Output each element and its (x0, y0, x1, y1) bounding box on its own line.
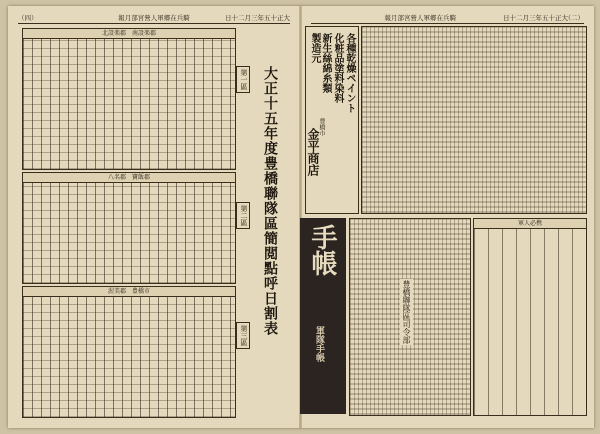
newspaper-sheet (8, 6, 594, 428)
table-1-heading: 北設楽郡 南設楽郡 (23, 29, 235, 39)
page-number: （四） (18, 14, 38, 22)
masthead: 報月部宮營人軍郷在兵騎 (118, 14, 190, 22)
lower-article-block (349, 218, 471, 416)
table-2-heading: 八名郡 寶飯郡 (23, 173, 235, 183)
banner-subtitle: 軍隊手帳 (314, 326, 324, 362)
left-page-header (18, 12, 290, 24)
ad-line-2: 化粧品塗料染料 (332, 33, 343, 103)
lower-table-heading: 軍人必携 (474, 219, 586, 229)
schedule-table-3 (22, 286, 236, 418)
left-page (8, 6, 300, 428)
shop-advertisement (305, 118, 329, 214)
masthead: 報月部宮營人軍郷在兵騎 (384, 14, 456, 22)
banner-title: 手帳 (307, 224, 337, 276)
middle-ad-text: 豊橋聯隊區司令部 (402, 280, 411, 344)
section-label-1: 第一區 (236, 66, 250, 93)
issue-date: 日十二月三年五十正大 (503, 14, 568, 22)
ad-line-3: 新生絲綿糸類 (320, 33, 331, 93)
ad-line-4: 製造元 (309, 33, 320, 63)
ad-line-1: 各種乾燥ペイント (344, 33, 355, 113)
page-number: （二） (564, 14, 584, 22)
table-3-heading: 渥美郡 豊橋市 (23, 287, 235, 297)
section-label-2: 第二區 (236, 202, 250, 229)
schedule-title: 大正十五年度豊橋聯隊區簡閲點呼日割表 (262, 66, 278, 336)
issue-date: 日十二月三年五十正大 (225, 14, 290, 22)
news-article-block (361, 26, 587, 214)
shop-name: 金平商店 (306, 128, 320, 176)
right-page-header (311, 12, 584, 24)
schedule-table-1 (22, 28, 236, 170)
section-label-3: 第三區 (236, 322, 250, 349)
lower-right-table (473, 218, 587, 416)
shop-prefix: 豊橋市 (318, 118, 325, 136)
schedule-table-2 (22, 172, 236, 284)
notebook-banner (300, 218, 346, 414)
